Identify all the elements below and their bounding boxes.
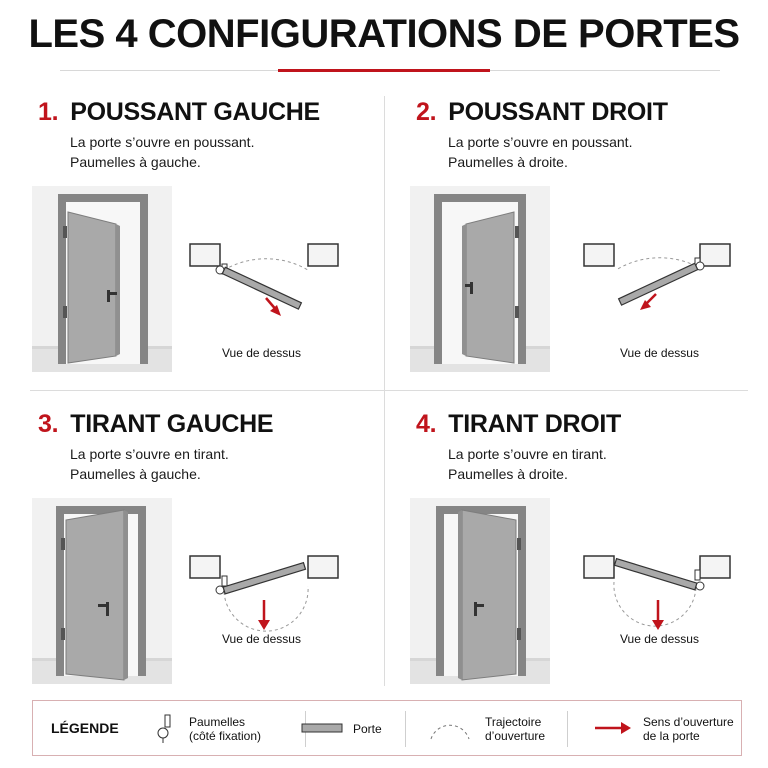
legend-direction-line1: Sens d’ouverture: [643, 715, 734, 729]
top-view-diagram: [562, 542, 722, 642]
panel-number: 4.: [416, 410, 437, 438]
panel-hinge-note: Paumelles à droite.: [448, 466, 568, 482]
top-view-diagram: [184, 230, 344, 330]
view-caption: Vue de dessus: [222, 632, 301, 646]
panel-hinge-note: Paumelles à droite.: [448, 154, 568, 170]
panel-description: La porte s’ouvre en poussant.: [70, 134, 255, 150]
panel-hinge-note: Paumelles à gauche.: [70, 466, 201, 482]
panel-heading: [38, 410, 273, 439]
panel-number: 2.: [416, 98, 437, 126]
panel-description: La porte s’ouvre en poussant.: [448, 134, 633, 150]
panel-poussant-gauche: [32, 98, 386, 388]
panel-title: POUSSANT GAUCHE: [70, 98, 320, 126]
legend-direction-line2: de la porte: [643, 729, 700, 743]
view-caption: Vue de dessus: [620, 632, 699, 646]
hinge-icon: [155, 713, 175, 745]
door-icon: [301, 723, 345, 733]
door-photo: [410, 186, 550, 372]
view-caption: Vue de dessus: [222, 346, 301, 360]
panel-title: TIRANT DROIT: [448, 410, 622, 438]
legend-separator: [567, 711, 568, 747]
view-caption: Vue de dessus: [620, 346, 699, 360]
door-photo: [410, 498, 550, 684]
legend-item-door: [301, 701, 411, 757]
legend-door-label: Porte: [353, 722, 382, 736]
direction-arrow-icon: [593, 721, 633, 735]
panel-number: 1.: [38, 98, 59, 126]
door-photo: [32, 498, 172, 684]
panel-heading: [416, 98, 668, 127]
legend-trajectory-line2: d’ouverture: [485, 729, 546, 743]
panel-description: La porte s’ouvre en tirant.: [448, 446, 607, 462]
panel-heading: [38, 98, 320, 127]
top-view-diagram: [562, 230, 722, 330]
legend-separator: [405, 711, 406, 747]
door-photo: [32, 186, 172, 372]
horizontal-divider: [30, 390, 748, 391]
panel-description: La porte s’ouvre en tirant.: [70, 446, 229, 462]
panel-title: TIRANT GAUCHE: [70, 410, 274, 438]
legend-title: LÉGENDE: [51, 720, 119, 736]
page-title: LES 4 CONFIGURATIONS DE PORTES: [28, 12, 740, 56]
legend-trajectory-line1: Trajectoire: [485, 715, 542, 729]
trajectory-arc-icon: [429, 715, 471, 741]
panel-poussant-droit: [410, 98, 764, 388]
panel-tirant-gauche: [32, 410, 386, 700]
panel-hinge-note: Paumelles à gauche.: [70, 154, 201, 170]
panel-tirant-droit: [410, 410, 764, 700]
legend-hinges-line1: Paumelles: [189, 715, 246, 729]
legend-item-direction: [593, 701, 739, 757]
legend-item-trajectory: [429, 701, 569, 757]
legend-box: [32, 700, 742, 756]
panel-heading: [416, 410, 621, 439]
top-view-diagram: [184, 542, 344, 642]
title-accent-bar: [278, 69, 490, 72]
panel-number: 3.: [38, 410, 59, 438]
legend-item-hinges: [155, 701, 295, 757]
legend-hinges-line2: (côté fixation): [189, 729, 262, 743]
panel-title: POUSSANT DROIT: [448, 98, 668, 126]
